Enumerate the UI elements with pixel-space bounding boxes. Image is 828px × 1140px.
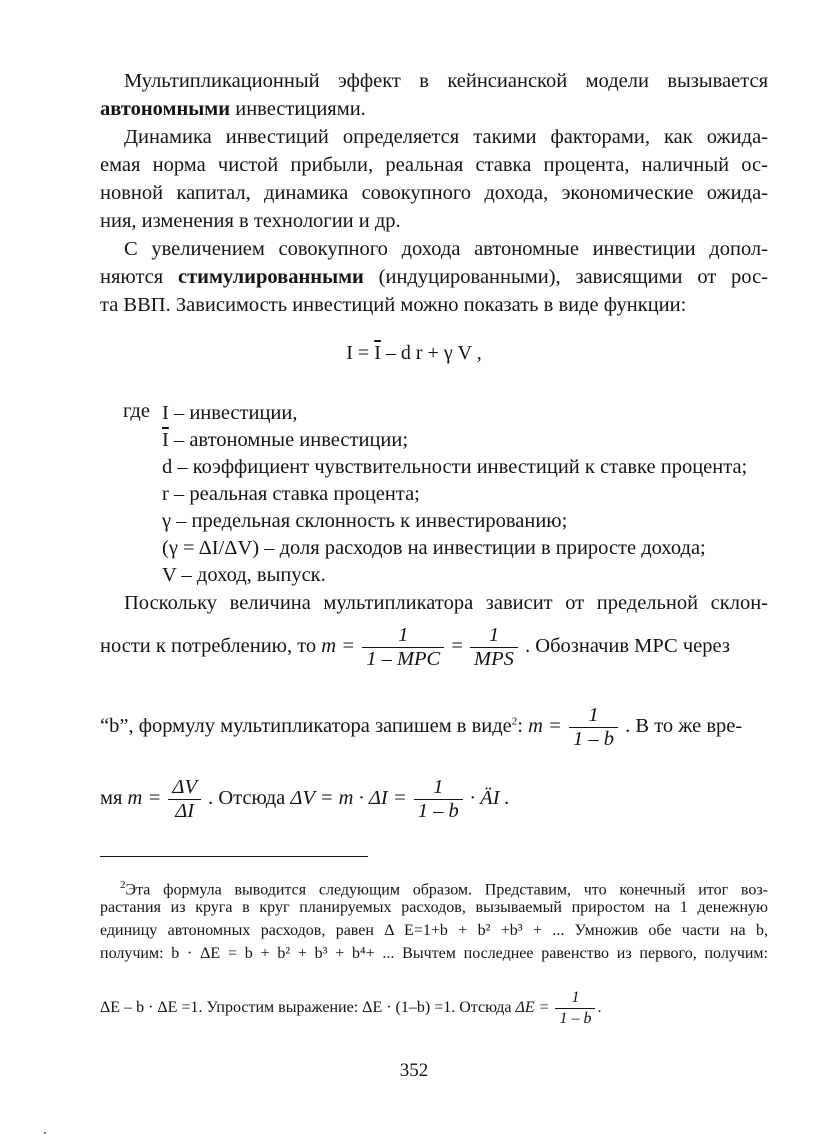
bold-term-stimulated: стимулированными	[177, 266, 364, 288]
paragraph-3-line-3: та ВВП. Зависимость инвестиций можно показать в виде функции:	[100, 294, 687, 316]
fraction-3-numerator: 1	[588, 704, 599, 726]
fraction-1-denominator: 1 – MPC	[362, 647, 444, 671]
multiplier-line-2	[100, 704, 742, 751]
footnote-line-5-text: ΔE – b · ΔE =1. Упростим выражение: ΔE · (1–b) =1. Отсюда	[100, 999, 516, 1017]
m-equals-2: m =	[528, 715, 562, 738]
multiplier-line-1-end: . Обозначив МРС через	[525, 635, 730, 658]
footnote-line-2: растания из круга в круг планируемых расходов, вызываемый приростом на 1 денежную	[100, 899, 768, 916]
fraction-1-numerator: 1	[398, 624, 409, 646]
legend-item-d: d – коэффициент чувствительности инвестиций к ставке процента;	[162, 456, 748, 478]
m-equals-1: m =	[321, 635, 356, 658]
formula-right: – d r + γ V ,	[380, 342, 482, 364]
colon: :	[517, 715, 529, 738]
multiplier-line-2-end: . В то же вре-	[625, 715, 743, 738]
page-number: 352	[399, 1060, 429, 1081]
fraction-1-b	[569, 704, 618, 751]
paragraph-2-line-4: ния, изменения в технологии и др.	[100, 210, 401, 232]
multiplier-line-3-text: . Отсюда	[208, 787, 291, 810]
equals-sign: =	[451, 635, 463, 658]
footnote-delta-e-equals: ΔE =	[515, 999, 550, 1017]
delta-i-term: · ÄI .	[469, 787, 510, 810]
multiplier-line-1	[100, 624, 730, 671]
legend-item-autonomous: $\overline{I}$ – автономные инвестиции;	[162, 429, 409, 451]
paragraph-2-line-3: новной капитал, динамика совокупного дохода, экономические ожида-	[100, 182, 768, 204]
fraction-2-numerator: 1	[488, 624, 500, 646]
paragraph-3-line-2-start: няются	[100, 266, 178, 288]
paragraph-4-line-1: Поскольку величина мультипликатора зависит от предельной склон-	[124, 592, 768, 614]
m-equals-3: m =	[127, 787, 162, 810]
multiplier-line-3	[100, 776, 510, 823]
footnote-marker: 2	[120, 879, 126, 891]
legend-item-gamma-ratio: (γ = ΔI/ΔV) – доля расходов на инвестиции в приросте дохода;	[162, 537, 706, 559]
footnote-separator	[100, 856, 368, 857]
delta-v-expression: ΔV = m · ΔI =	[290, 787, 407, 810]
formula-left: I =	[346, 342, 375, 364]
footnote-line-4: получим: b · ΔE = b + b² + b³ + b⁴+ ... Вычтем последнее равенство из первого, получим:	[100, 945, 768, 962]
multiplier-line-3-start: мя	[100, 787, 128, 810]
paragraph-1-line-2-rest: инвестициями.	[230, 98, 366, 120]
bold-term-autonomous: автономными	[100, 98, 231, 120]
paragraph-2-line-1: Динамика инвестиций определяется такими факторами, как ожида-	[124, 126, 768, 148]
formula-autonomous-i: $\overline{I}$	[374, 342, 381, 364]
legend-item-gamma: γ – предельная склонность к инвестированию;	[162, 510, 568, 532]
footnote-period: .	[597, 999, 602, 1017]
fraction-1-b-second	[414, 776, 463, 823]
footnote-ref-2[interactable]: 2	[511, 715, 518, 728]
paragraph-1-line-1: Мультипликационный эффект в кейнсианской модели вызывается	[124, 70, 768, 92]
fraction-1-mpc	[362, 624, 444, 671]
fraction-3-denominator: 1 – b	[569, 727, 618, 751]
legend-item-v: V – доход, выпуск.	[162, 564, 326, 586]
legend-item-r: r – реальная ставка процента;	[162, 483, 420, 505]
fraction-4-numerator: ΔV	[172, 776, 197, 798]
paragraph-3-line-2	[100, 264, 768, 290]
investment-function-formula	[0, 342, 828, 365]
fraction-5-denominator: 1 – b	[414, 799, 463, 823]
fraction-2-denominator: MPS	[470, 647, 518, 671]
footnote-fraction-denominator: 1 – b	[555, 1008, 595, 1029]
fraction-dv-di	[168, 776, 201, 823]
fraction-mps	[470, 624, 518, 671]
legend-where: где	[123, 400, 150, 422]
multiplier-line-2-text: “b”, формулу мультипликатора запишем в виде	[100, 715, 512, 738]
footnote-line-3: единицу автономных расходов, равен Δ E=1+b + b² +b³ + ... Умножив обе части на b,	[100, 922, 768, 939]
legend-item-i: I – инвестиции,	[162, 402, 298, 424]
paragraph-2-line-2: емая норма чистой прибыли, реальная ставка процента, наличный ос-	[100, 154, 768, 176]
scan-speck	[44, 1132, 46, 1134]
paragraph-3-line-1: С увеличением совокупного дохода автономные инвестиции допол-	[124, 238, 768, 260]
footnote-fraction	[555, 988, 595, 1029]
paragraph-3-line-2-end: (индуцированными), зависящими от рос-	[363, 266, 768, 288]
paragraph-1-line-2	[100, 96, 768, 122]
fraction-4-denominator: ΔI	[168, 799, 201, 823]
multiplier-line-1-text: ности к потреблению, то	[100, 635, 322, 658]
fraction-5-numerator: 1	[433, 776, 444, 798]
footnote-line-1-text: Эта формула выводится следующим образом. Представим, что конечный итог воз-	[125, 881, 768, 899]
footnote-line-5	[100, 988, 768, 1029]
footnote-fraction-numerator: 1	[571, 989, 580, 1006]
legend-autonomous-i-symbol: $\overline{I}$	[162, 429, 169, 451]
